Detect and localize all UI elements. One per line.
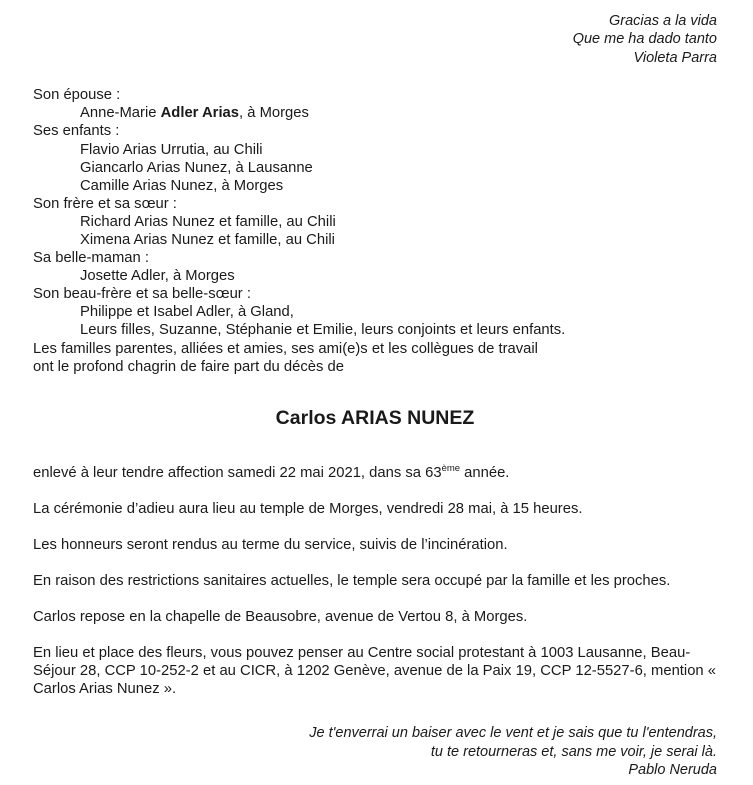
member-name-bold: Adler Arias [160,105,240,122]
header-quote-line: Que me ha dado tanto [572,31,717,48]
death-date-paragraph [33,464,717,482]
footer-quote-attribution: Pablo Neruda [628,762,717,779]
family-member-line: Leurs filles, Suzanne, Stéphanie et Emilie, leurs conjoints et leurs enfants. [80,322,566,339]
header-quote [33,12,717,67]
closing-line: Les familles parentes, alliées et amies, ses ami(e)s et les collègues de travail [33,340,538,357]
relation-label: Son frère et sa sœur : [33,195,177,212]
header-quote-attribution: Violeta Parra [633,49,717,66]
honors-paragraph: Les honneurs seront rendus au terme du service, suivis de l’incinération. [33,536,508,553]
relation-label: Son épouse : [33,87,121,104]
family-member-line: Camille Arias Nunez, à Morges [80,177,284,194]
footer-quote-line: Je t'enverrai un baiser avec le vent et je sais que tu l'entendras, [309,725,717,742]
member-name-post: , à Morges [239,105,309,122]
deceased-name: Carlos ARIAS NUNEZ [275,406,475,429]
restrictions-paragraph: En raison des restrictions sanitaires actuelles, le temple sera occupé par la famille et les proches. [33,572,671,589]
family-member-line: Ximena Arias Nunez et famille, au Chili [80,231,335,248]
family-member-line: Flavio Arias Urrutia, au Chili [80,141,263,158]
family-member-line: Giancarlo Arias Nunez, à Lausanne [80,159,313,176]
family-member-line [33,104,717,122]
ordinal-superscript: ème [441,462,461,474]
chapel-paragraph: Carlos repose en la chapelle de Beausobre, avenue de Vertou 8, à Morges. [33,608,528,625]
family-member-line: Philippe et Isabel Adler, à Gland, [80,304,294,321]
header-quote-line: Gracias a la vida [609,13,717,29]
ceremony-paragraph: La cérémonie d’adieu aura lieu au temple de Morges, vendredi 28 mai, à 15 heures. [33,500,583,517]
footer-quote-line: tu te retourneras et, sans me voir, je serai là. [430,743,717,760]
relation-label: Son beau-frère et sa belle-sœur : [33,286,251,303]
family-list [33,86,717,376]
death-date-text: enlevé à leur tendre affection samedi 22 mai 2021, dans sa 63 [33,464,442,481]
announcement-body [33,464,717,699]
relation-label: Ses enfants : [33,123,120,140]
relation-label: Sa belle-maman : [33,250,149,267]
closing-line: ont le profond chagrin de faire part du décès de [33,358,344,375]
footer-quote [33,724,717,779]
member-name-pre: Anne-Marie [80,105,161,122]
donations-paragraph: En lieu et place des fleurs, vous pouvez penser au Centre social protestant à 1003 Lausanne, Beau-Séjour 28, CCP 10-252-2 et au CICR, à 1202 Genève, avenue de la Paix 19, CCP 12-5527-6, mention « Carlos Arias Nunez ». [33,644,716,698]
family-member-line: Josette Adler, à Morges [80,268,235,285]
death-date-text-end: année. [460,464,510,481]
family-member-line: Richard Arias Nunez et famille, au Chili [80,213,336,230]
